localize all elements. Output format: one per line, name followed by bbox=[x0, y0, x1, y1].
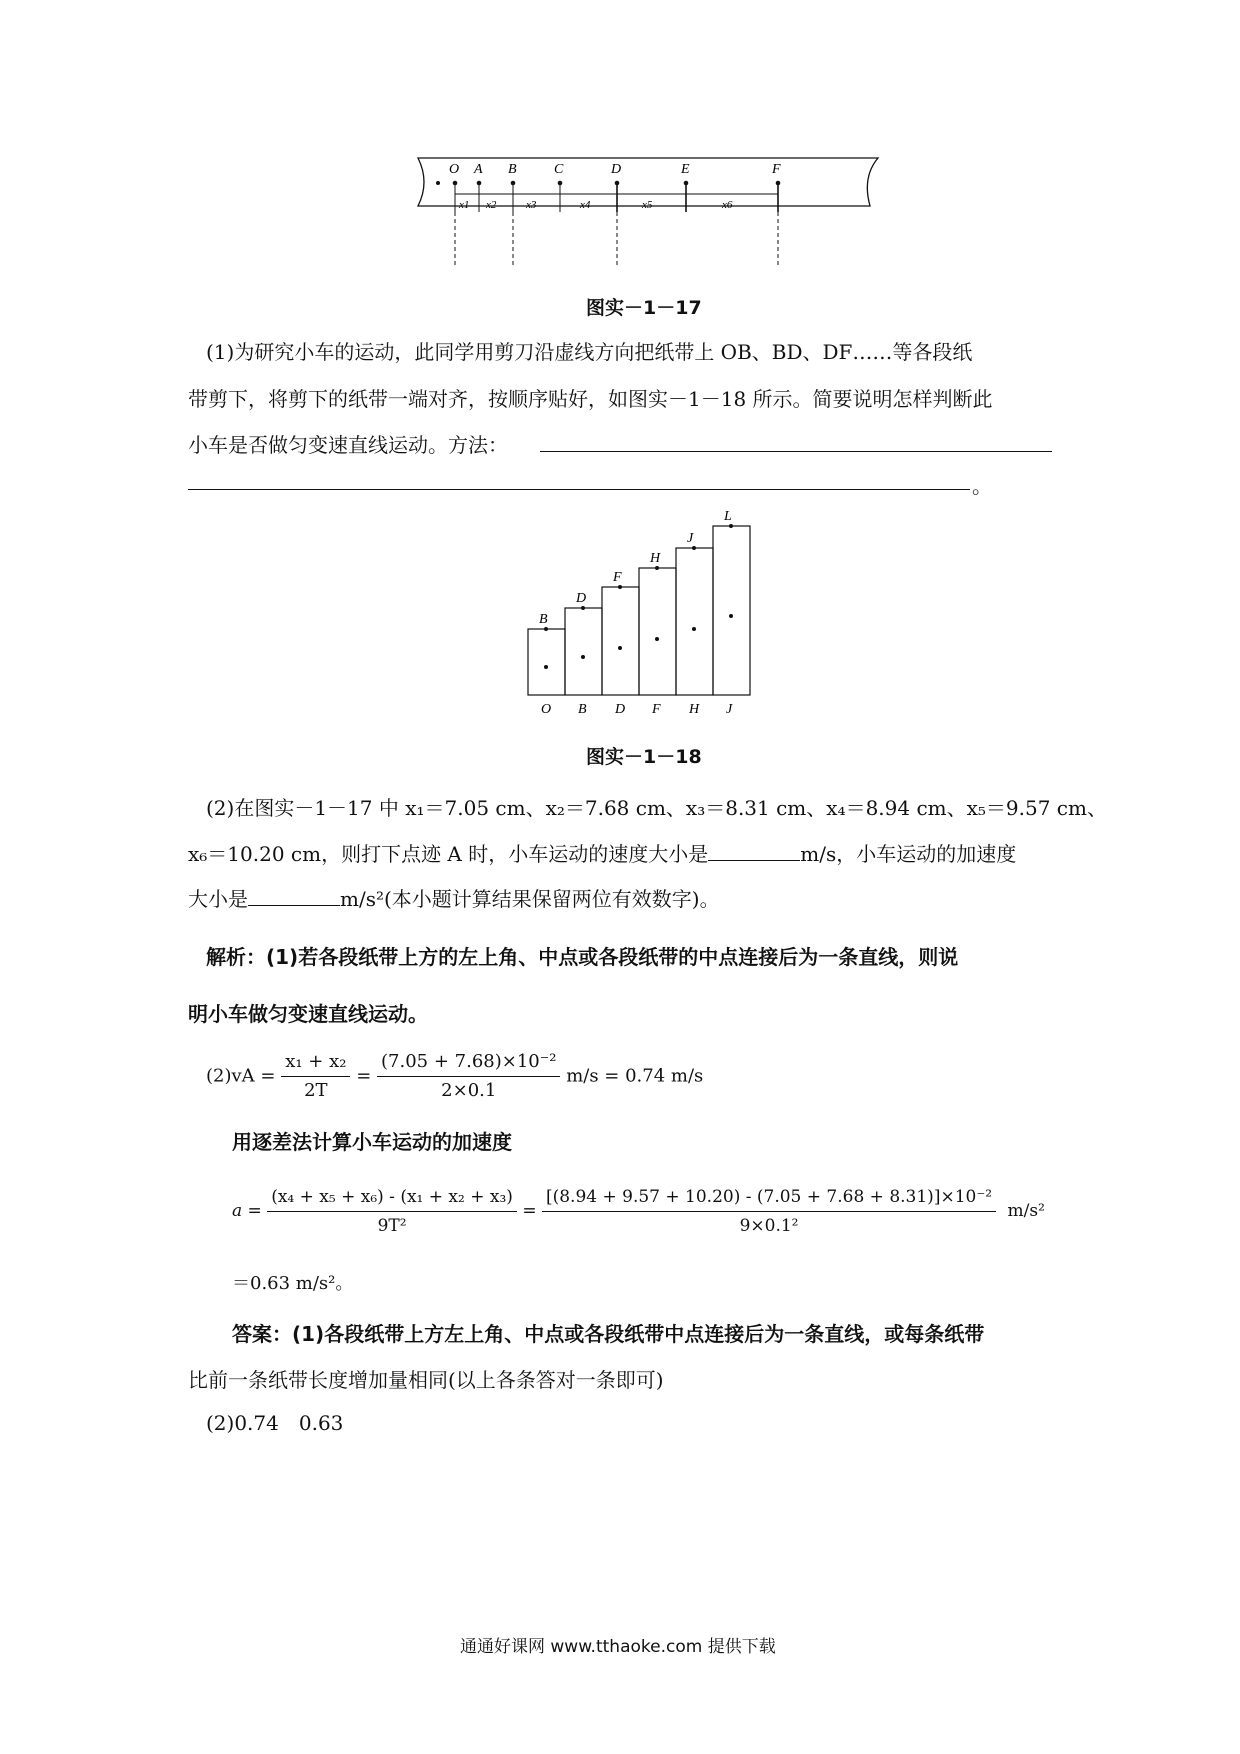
strip-bars bbox=[528, 526, 750, 695]
strip-label-bottom-J: J bbox=[726, 702, 733, 715]
velocity-formula: (2)vA = $\frac{\text{x₁ + x₂}}{2T}$ = $\frac{\text{(7.05 + 7.68)×10⁻²}}{2\times 0.1}$ m/s = 0.74 m/s bbox=[206, 1051, 704, 1101]
strip-top-labels bbox=[539, 509, 732, 627]
point-D bbox=[610, 162, 621, 185]
answer-line1: 答案：(1)各段纸带上方左上角、中点或各段纸带中点连接后为一条直线，或每条纸带 bbox=[232, 1322, 985, 1346]
a-unit: m/s² bbox=[1007, 1201, 1045, 1221]
tape-points bbox=[449, 162, 781, 185]
segment-x4: x4 bbox=[580, 199, 591, 211]
strip-label-top-D: D bbox=[576, 591, 587, 606]
strip-label-bottom-O: O bbox=[541, 702, 552, 715]
q2-line2 bbox=[188, 842, 1016, 866]
segment-x6: x6 bbox=[722, 199, 733, 211]
answer-blank-2[interactable] bbox=[188, 489, 970, 490]
point-O bbox=[449, 162, 459, 185]
strip-label-top-L: L bbox=[724, 509, 732, 524]
strip-label-bottom-B: B bbox=[578, 702, 587, 715]
strip-label-top-J: J bbox=[687, 531, 694, 546]
q1-end: 。 bbox=[972, 474, 992, 498]
svg-text:D: D bbox=[611, 162, 622, 177]
point-C bbox=[554, 162, 564, 185]
strips-figure bbox=[520, 505, 760, 715]
figure17-caption: 图实－1－17 bbox=[586, 297, 702, 319]
q2-line3 bbox=[188, 887, 720, 911]
svg-text:E: E bbox=[681, 162, 690, 177]
segment-x3: x3 bbox=[526, 199, 537, 211]
point-E bbox=[680, 162, 690, 185]
svg-text:O: O bbox=[449, 162, 460, 177]
strip-label-top-F: F bbox=[613, 570, 622, 585]
svg-text:F: F bbox=[772, 162, 781, 177]
a-prefix: a = bbox=[232, 1201, 262, 1221]
a-fraction-1: $\frac{\text{(x₄ + x₅ + x₆) - (x₁ + x₂ + x₃)}}{\text{9T²}}$ bbox=[267, 1185, 517, 1238]
strip-label-bottom-D: D bbox=[615, 702, 626, 715]
analysis-line1: 解析：(1)若各段纸带上方的左上角、中点或各段纸带的中点连接后为一条直线，则说 bbox=[206, 945, 959, 969]
segment-x1: x1 bbox=[459, 199, 470, 211]
strip-bottom-labels bbox=[541, 702, 733, 715]
tape-dot-extra bbox=[436, 181, 440, 185]
cut-lines bbox=[455, 212, 778, 266]
point-B bbox=[508, 162, 517, 185]
tape-figure bbox=[400, 150, 890, 270]
strip-label-bottom-H: H bbox=[689, 702, 700, 715]
answer-blank-1[interactable] bbox=[540, 451, 1052, 452]
acceleration-result: ＝0.63 m/s²。 bbox=[232, 1273, 354, 1294]
q1-line3: 小车是否做匀变速直线运动。方法： bbox=[188, 433, 508, 457]
method-line: 用逐差法计算小车运动的加速度 bbox=[232, 1130, 512, 1154]
answer-line3: (2)0.74 0.63 bbox=[206, 1411, 344, 1435]
strip-label-top-H: H bbox=[650, 551, 661, 566]
q1-line2: 带剪下，将剪下的纸带一端对齐，按顺序贴好，如图实－1－18 所示。简要说明怎样判断此 bbox=[188, 387, 993, 411]
va-result: m/s = 0.74 m/s bbox=[566, 1065, 704, 1087]
strip-label-top-B: B bbox=[539, 612, 548, 627]
segment-labels bbox=[458, 199, 733, 211]
figure18-caption: 图实－1－18 bbox=[586, 746, 702, 768]
svg-text:B: B bbox=[508, 162, 517, 177]
acceleration-formula: a = $\frac{\text{(x₄ + x₅ + x₆) - (x₁ + x₂ + x₃)}}{\text{9T²}}$ = $\frac{\text{[(8.94 + 9.57 + 10.20) - (7.05 + 7.68 + 8.31)]×10⁻²}}{\text{9×0.1²}}$ m/s² bbox=[232, 1187, 1045, 1236]
va-prefix: (2)vA = bbox=[206, 1065, 276, 1087]
velocity-blank[interactable] bbox=[708, 860, 800, 861]
a-fraction-2: $\frac{\text{[(8.94 + 9.57 + 10.20) - (7.05 + 7.68 + 8.31)]×10⁻²}}{\text{9×0.1²}}$ bbox=[542, 1185, 996, 1238]
acceleration-blank[interactable] bbox=[248, 905, 340, 906]
answer-line2: 比前一条纸带长度增加量相同(以上各条答对一条即可) bbox=[188, 1368, 664, 1392]
segment-x5: x5 bbox=[642, 199, 653, 211]
point-F bbox=[771, 162, 781, 185]
q2-line1: (2)在图实－1－17 中 x₁＝7.05 cm、x₂＝7.68 cm、x₃＝8.31 cm、x₄＝8.94 cm、x₅＝9.57 cm、 bbox=[206, 796, 1107, 820]
segment-x2: x2 bbox=[486, 199, 497, 211]
svg-text:C: C bbox=[554, 162, 564, 177]
svg-text:A: A bbox=[474, 162, 483, 177]
q2-line2b: m/s，小车运动的加速度 bbox=[800, 842, 1017, 866]
point-A bbox=[473, 162, 483, 185]
q1-line1: (1)为研究小车的运动，此同学用剪刀沿虚线方向把纸带上 OB、BD、DF……等各段纸 bbox=[206, 340, 973, 364]
strip-label-bottom-F: F bbox=[652, 702, 661, 715]
va-fraction-1: $\frac{\text{x₁ + x₂}}{2T}$ bbox=[281, 1050, 350, 1103]
q2-line3b: m/s²(本小题计算结果保留两位有效数字)。 bbox=[340, 887, 720, 911]
analysis-line2: 明小车做匀变速直线运动。 bbox=[188, 1002, 428, 1026]
va-fraction-2: $\frac{\text{(7.05 + 7.68)×10⁻²}}{2\times 0.1}$ bbox=[377, 1050, 560, 1103]
q2-line3a: 大小是 bbox=[188, 887, 248, 911]
q2-line2a: x₆＝10.20 cm，则打下点迹 A 时，小车运动的速度大小是 bbox=[188, 842, 709, 866]
page-footer: 通通好课网 www.tthaoke.com 提供下载 bbox=[460, 1637, 776, 1657]
